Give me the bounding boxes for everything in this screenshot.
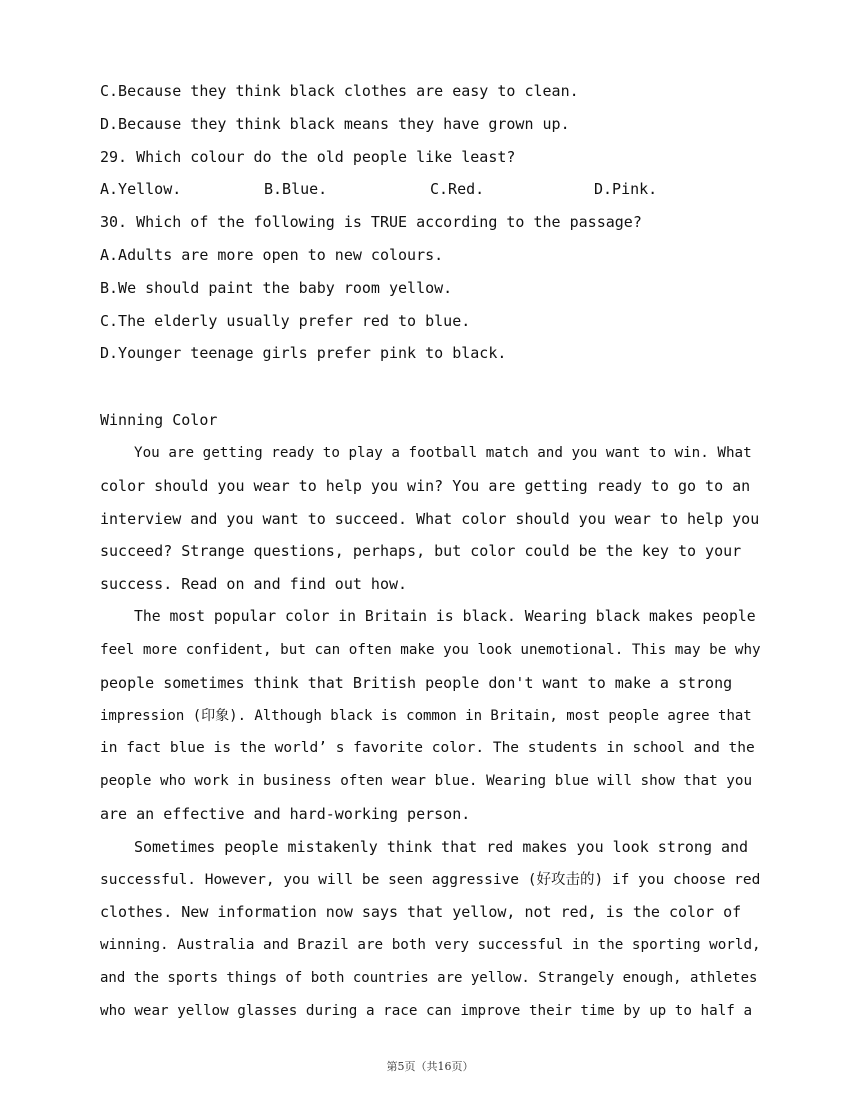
passage-line: who wear yellow glasses during a race can improve their time by up to half a — [100, 1003, 753, 1019]
q28-option-c: C.Because they think black clothes are easy to clean. — [100, 82, 579, 100]
passage-line: feel more confident, but can often make you look unemotional. This may be why — [100, 642, 761, 658]
q30-option-b: B.We should paint the baby room yellow. — [100, 279, 453, 297]
passage-line: Sometimes people mistakenly think that red makes you look strong and — [134, 838, 749, 856]
q28-option-d: D.Because they think black means they have grown up. — [100, 115, 570, 133]
passage-line: people who work in business often wear blue. Wearing blue will show that you — [100, 773, 753, 789]
passage-title: Winning Color — [100, 411, 218, 429]
passage-line: people sometimes think that British people don't want to make a strong — [100, 674, 733, 692]
q30-stem: 30. Which of the following is TRUE according to the passage? — [100, 213, 642, 231]
passage-line: You are getting ready to play a football match and you want to win. What — [134, 445, 752, 461]
passage-line: impression (印象). Although black is common in Britain, most people agree that — [100, 708, 752, 724]
passage-line: and the sports things of both countries are yellow. Strangely enough, athletes — [100, 970, 758, 986]
passage-line: The most popular color in Britain is black. Wearing black makes people — [134, 608, 756, 625]
passage-line: color should you wear to help you win? You are getting ready to go to an — [100, 477, 751, 495]
passage-line: are an effective and hard-working person. — [100, 805, 471, 823]
passage-line: success. Read on and find out how. — [100, 575, 408, 593]
page-number-footer: 第5页（共16页） — [386, 1060, 474, 1073]
q30-option-a: A.Adults are more open to new colours. — [100, 246, 444, 264]
q30-option-d: D.Younger teenage girls prefer pink to black. — [100, 344, 507, 362]
q29-option-c: C.Red. — [430, 180, 485, 198]
passage-line: successful. However, you will be seen aggressive (好攻击的) if you choose red — [100, 872, 761, 888]
q29-option-a: A.Yellow. — [100, 180, 182, 198]
q29-option-d: D.Pink. — [594, 180, 658, 198]
passage-line: in fact blue is the world’ s favorite color. The students in school and the — [100, 740, 755, 756]
passage-line: winning. Australia and Brazil are both very successful in the sporting world, — [100, 937, 761, 953]
passage-line: succeed? Strange questions, perhaps, but color could be the key to your — [100, 542, 742, 560]
passage-line: interview and you want to succeed. What color should you wear to help you — [100, 510, 760, 528]
q29-option-b: B.Blue. — [264, 180, 328, 198]
q29-stem: 29. Which colour do the old people like least? — [100, 148, 516, 166]
passage-line: clothes. New information now says that yellow, not red, is the color of — [100, 903, 742, 921]
q30-option-c: C.The elderly usually prefer red to blue. — [100, 312, 471, 330]
